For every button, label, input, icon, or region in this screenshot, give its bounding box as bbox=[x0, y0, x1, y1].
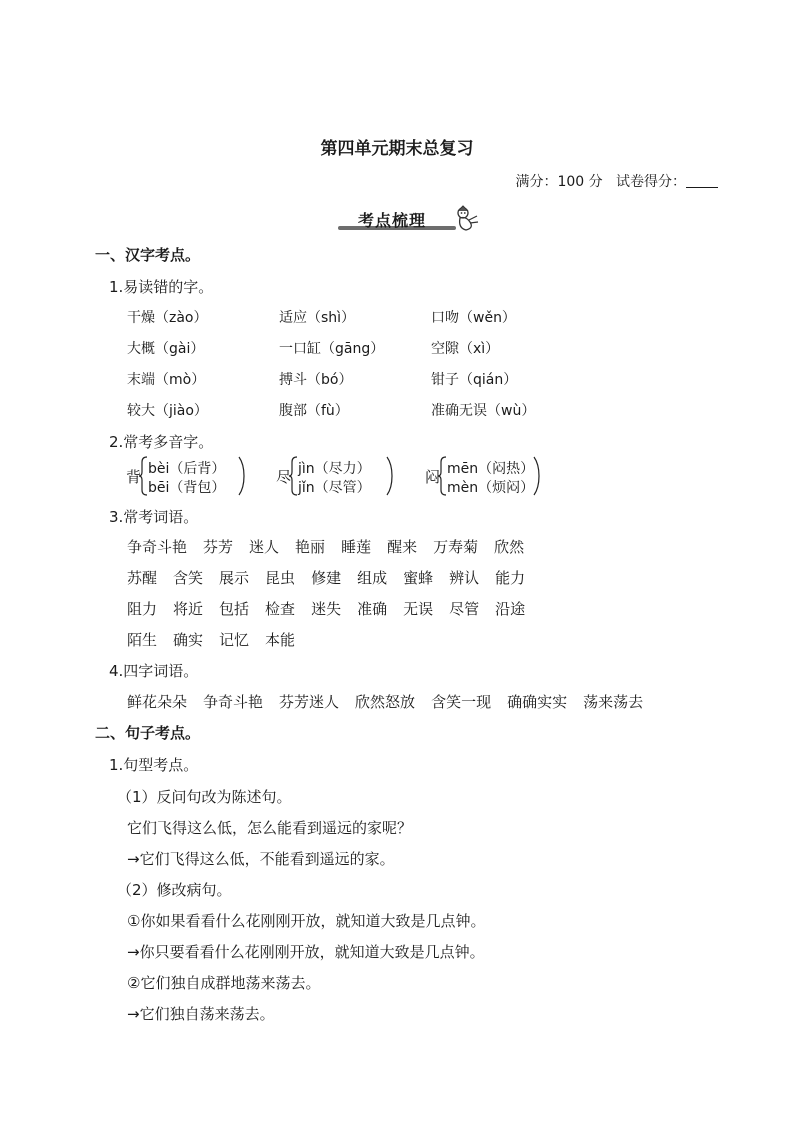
idiom-row bbox=[127, 691, 659, 712]
word: 阻力 bbox=[127, 600, 158, 618]
idiom: 含笑一现 bbox=[431, 693, 492, 711]
section1-heading: 一、汉字考点。 bbox=[95, 246, 201, 264]
idiom: 鲜花朵朵 bbox=[127, 693, 188, 711]
word-item: 末端（mò） bbox=[127, 372, 206, 388]
idiom: 争奇斗艳 bbox=[203, 693, 264, 711]
word-row bbox=[127, 536, 540, 557]
section2-heading: 二、句子考点。 bbox=[95, 724, 201, 742]
word: 能力 bbox=[495, 569, 526, 587]
polyphone-char: 尽 bbox=[276, 468, 292, 486]
word-item: 口吻（wěn） bbox=[431, 310, 516, 326]
polyphone-reading: jǐn（尽管） bbox=[298, 480, 371, 496]
word: 艳丽 bbox=[295, 538, 326, 556]
word: 睡莲 bbox=[341, 538, 372, 556]
word: 记忆 bbox=[219, 631, 250, 649]
score-blank[interactable] bbox=[686, 173, 718, 188]
word-item: 搏斗（bó） bbox=[279, 372, 353, 388]
obtained-score-label: 试卷得分： bbox=[616, 174, 686, 190]
word-item: 准确无误（wù） bbox=[431, 403, 536, 419]
word: 欣然 bbox=[494, 538, 525, 556]
exercise-question: ②它们独自成群地荡来荡去。 bbox=[127, 974, 321, 992]
page-title: 第四单元期末总复习 bbox=[320, 139, 474, 159]
word-item: 适应（shì） bbox=[279, 310, 356, 326]
polyphone-reading: bèi（后背） bbox=[148, 461, 226, 477]
exercise-heading: （1）反问句改为陈述句。 bbox=[117, 788, 292, 806]
sub4-heading: 4.四字词语。 bbox=[109, 662, 199, 680]
polyphone-reading: mèn（烦闷） bbox=[447, 480, 535, 496]
score-line bbox=[515, 171, 718, 191]
word: 准确 bbox=[357, 600, 388, 618]
word: 无误 bbox=[403, 600, 434, 618]
word: 含笑 bbox=[173, 569, 204, 587]
sub3-heading: 3.常考词语。 bbox=[109, 508, 199, 526]
idiom: 荡来荡去 bbox=[583, 693, 644, 711]
word-item: 大概（gài） bbox=[127, 341, 205, 357]
word: 醒来 bbox=[387, 538, 418, 556]
word-item: 干燥（zào） bbox=[127, 310, 208, 326]
exercise-question: ①你如果看看什么花刚刚开放，就知道大致是几点钟。 bbox=[127, 912, 486, 930]
word-item: 钳子（qián） bbox=[431, 372, 518, 388]
exercise-question: 它们飞得这么低，怎么能看到遥远的家呢？ bbox=[127, 819, 413, 837]
exercise-heading: （2）修改病句。 bbox=[117, 881, 232, 899]
word-item: 一口缸（gāng） bbox=[279, 341, 385, 357]
polyphone-reading: mēn（闷热） bbox=[447, 461, 535, 477]
word-row bbox=[127, 598, 541, 619]
word-item: 腹部（fù） bbox=[279, 403, 349, 419]
full-score-label: 满分：100 分 bbox=[515, 174, 603, 190]
polyphone-reading: bēi（背包） bbox=[148, 480, 226, 496]
word: 迷人 bbox=[249, 538, 280, 556]
idiom: 芬芳迷人 bbox=[279, 693, 340, 711]
word: 辨认 bbox=[449, 569, 480, 587]
mascot-icon bbox=[452, 204, 480, 232]
sentence-type-heading: 1.句型考点。 bbox=[109, 756, 199, 774]
sub2-heading: 2.常考多音字。 bbox=[109, 433, 214, 451]
word: 蜜蜂 bbox=[403, 569, 434, 587]
word: 确实 bbox=[173, 631, 204, 649]
exercise-answer: →它们独自荡来荡去。 bbox=[127, 1005, 275, 1023]
word: 争奇斗艳 bbox=[127, 538, 188, 556]
word-row bbox=[127, 629, 311, 650]
word-item: 较大（jiào） bbox=[127, 403, 208, 419]
word: 包括 bbox=[219, 600, 250, 618]
exercise-answer: →你只要看看什么花刚刚开放，就知道大致是几点钟。 bbox=[127, 943, 485, 961]
section-banner bbox=[338, 204, 480, 234]
word: 检查 bbox=[265, 600, 296, 618]
word: 组成 bbox=[357, 569, 388, 587]
word: 将近 bbox=[173, 600, 204, 618]
banner-label: 考点梳理 bbox=[358, 211, 427, 230]
right-bracket-icon bbox=[533, 456, 541, 496]
polyphone-char: 闷 bbox=[425, 468, 441, 486]
word: 展示 bbox=[219, 569, 250, 587]
word: 苏醒 bbox=[127, 569, 158, 587]
idiom: 确确实实 bbox=[507, 693, 568, 711]
word: 万寿菊 bbox=[433, 538, 479, 556]
word: 昆虫 bbox=[265, 569, 296, 587]
word: 芬芳 bbox=[203, 538, 234, 556]
polyphone-reading: jìn（尽力） bbox=[298, 461, 371, 477]
word: 修建 bbox=[311, 569, 342, 587]
word-item: 空隙（xì） bbox=[431, 341, 500, 357]
sub1-heading: 1.易读错的字。 bbox=[109, 278, 214, 296]
word: 陌生 bbox=[127, 631, 158, 649]
word: 本能 bbox=[265, 631, 296, 649]
exercise-answer: →它们飞得这么低，不能看到遥远的家。 bbox=[127, 850, 395, 868]
right-bracket-icon bbox=[238, 456, 246, 496]
right-bracket-icon bbox=[386, 456, 394, 496]
idiom: 欣然怒放 bbox=[355, 693, 416, 711]
word: 沿途 bbox=[495, 600, 526, 618]
word: 尽管 bbox=[449, 600, 480, 618]
polyphone-char: 背 bbox=[126, 468, 142, 486]
word: 迷失 bbox=[311, 600, 342, 618]
word-row bbox=[127, 567, 541, 588]
